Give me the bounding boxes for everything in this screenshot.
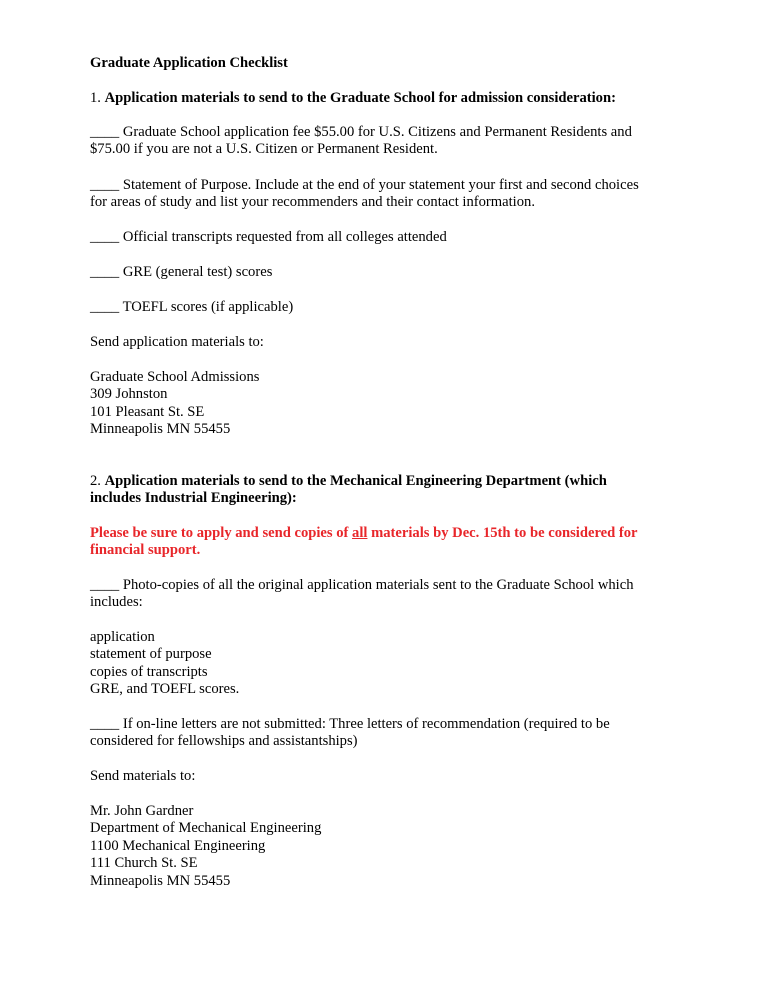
list-item: copies of transcripts [90, 663, 208, 680]
checklist-item-transcripts: ____ Official transcripts requested from all colleges attended [90, 229, 447, 245]
checkbox-blank: ____ [90, 124, 120, 140]
section-1-send-to-label: Send application materials to: [90, 334, 264, 350]
list-item: GRE, and TOEFL scores. [90, 681, 240, 698]
checklist-item-photocopies: ____ Photo-copies of all the original application materials sent to the Graduate School which includes: [90, 577, 634, 611]
section-2-send-to-label: Send materials to: [90, 768, 196, 784]
document-title: Graduate Application Checklist [90, 55, 288, 71]
section-2-heading: 2. Application materials to send to the Mechanical Engineering Department (which includes Industrial Engineering): [90, 473, 607, 507]
checklist-item-statement-of-purpose: ____ Statement of Purpose. Include at the end of your statement your first and second choices for areas of study and list your recommenders and their contact information. [90, 177, 639, 211]
section-1-number: 1. [90, 90, 101, 106]
list-item: statement of purpose [90, 646, 212, 663]
section-2-number: 2. [90, 473, 101, 489]
includes-list [90, 629, 690, 699]
financial-support-notice: Please be sure to apply and send copies of all materials by Dec. 15th to be considered for financial support. [90, 525, 638, 559]
checklist-item-gre: ____ GRE (general test) scores [90, 264, 273, 280]
list-item: application [90, 629, 155, 645]
checklist-item-application-fee: ____ Graduate School application fee $55.00 for U.S. Citizens and Permanent Residents and $75.00 if you are not a U.S. Citizen or Permanent Resident. [90, 124, 632, 158]
checkbox-blank: ____ [90, 177, 120, 193]
checkbox-blank: ____ [90, 716, 120, 732]
checkbox-blank: ____ [90, 577, 120, 593]
checklist-item-recommendation-letters: ____ If on-line letters are not submitted: Three letters of recommendation (required to be considered for fellowships and assistantships) [90, 716, 610, 750]
checklist-item-toefl: ____ TOEFL scores (if applicable) [90, 299, 294, 315]
section-1-heading-text: Application materials to send to the Graduate School for admission consideration: [104, 90, 616, 106]
section-1-heading [90, 90, 710, 107]
emphasis-all: all [352, 525, 368, 541]
checkbox-blank: ____ [90, 299, 120, 315]
checkbox-blank: ____ [90, 264, 120, 280]
graduate-school-address: Graduate School Admissions 309 Johnston 101 Pleasant St. SE Minneapolis MN 55455 [90, 369, 260, 438]
checkbox-blank: ____ [90, 229, 120, 245]
mechanical-engineering-address: Mr. John Gardner Department of Mechanical Engineering 1100 Mechanical Engineering 111 Church St. SE Minneapolis MN 55455 [90, 803, 322, 889]
